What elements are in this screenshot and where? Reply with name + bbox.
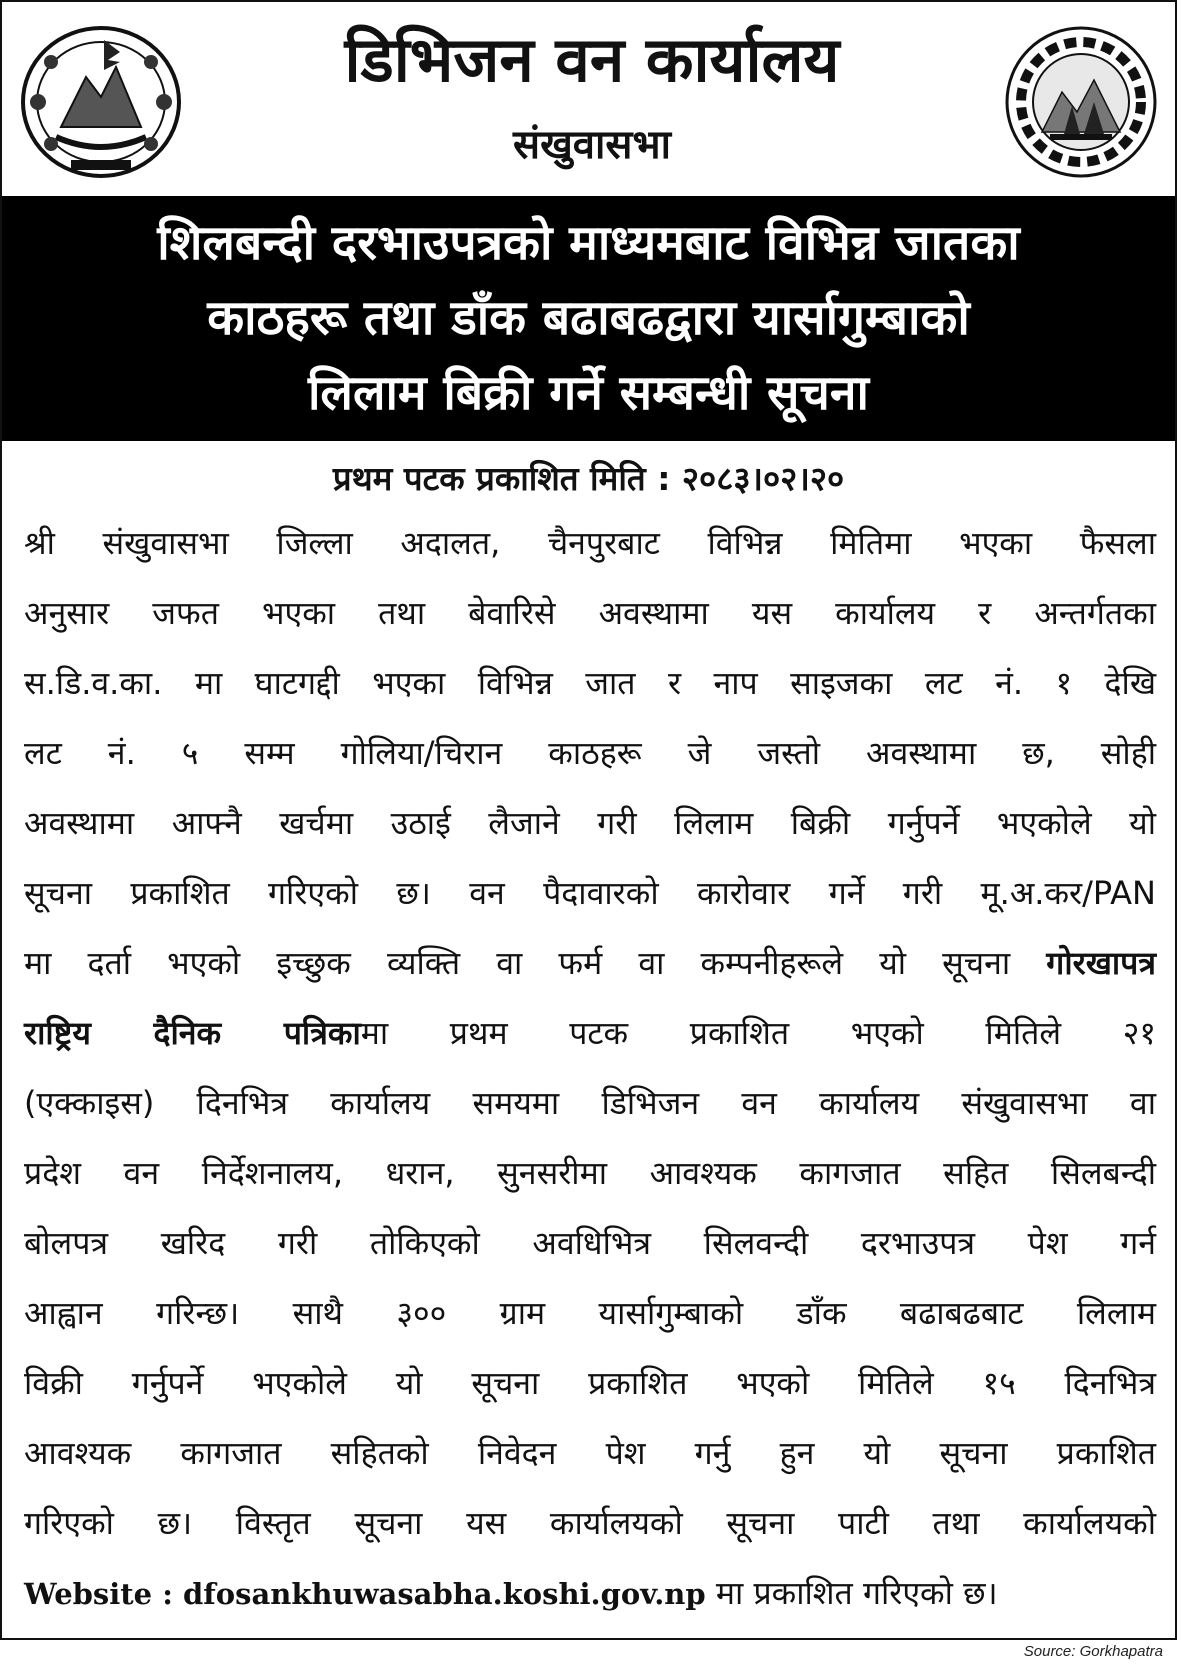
forest-office-logo-icon <box>1002 22 1160 182</box>
source-credit: Source: Gorkhapatra <box>1023 1643 1163 1660</box>
title-band <box>2 196 1175 441</box>
body-line-16 <box>24 1558 1156 1628</box>
body-line-7 <box>24 928 1156 998</box>
body-line-12: आह्वान गरिन्छ। साथै ३०० ग्राम यार्सागुम्बाको डाँक बढाबढबाट लिलाम <box>24 1294 1156 1332</box>
body-line-1: श्री संखुवासभा जिल्ला अदालत, चैनपुरबाट विभिन्न मितिमा भएका फैसला <box>24 524 1156 562</box>
publication-date: प्रथम पटक प्रकाशित मिति : २०८३।०२।२० <box>332 459 845 498</box>
office-name: डिभिजन वन कार्यालय <box>344 23 840 96</box>
body-line-8 <box>24 998 1156 1068</box>
body-line-4: लट नं. ५ सम्म गोलिया/चिरान काठहरू जे जस्तो अवस्थामा छ, सोही <box>24 734 1156 772</box>
body-line-5: अवस्थामा आफ्नै खर्चमा उठाई लैजाने गरी लिलाम बिक्री गर्नुपर्ने भएकोले यो <box>24 804 1156 842</box>
title-line-1: शिलबन्दी दरभाउपत्रको माध्यमबाट विभिन्न जातका <box>157 215 1020 271</box>
notice-body <box>24 508 1156 1628</box>
title-line-2: काठहरू तथा डाँक बढाबढद्वारा यार्सागुम्बाको <box>207 290 970 346</box>
newspaper-type: राष्ट्रिय दैनिक पत्रिका <box>24 1014 361 1052</box>
body-line-15: गरिएको छ। विस्तृत सूचना यस कार्यालयको सूचना पाटी तथा कार्यालयको <box>24 1504 1156 1542</box>
body-line-10: प्रदेश वन निर्देशनालय, धरान, सुनसरीमा आवश्यक कागजात सहित सिलबन्दी <box>24 1154 1156 1192</box>
title-line-3: लिलाम बिक्री गर्ने सम्बन्धी सूचना <box>307 365 869 421</box>
body-line-6: सूचना प्रकाशित गरिएको छ। वन पैदावारको कारोवार गर्ने गरी मू.अ.कर/PAN <box>24 874 1156 912</box>
body-line-13: विक्री गर्नुपर्ने भएकोले यो सूचना प्रकाशित भएको मितिले १५ दिनभित्र <box>24 1364 1156 1402</box>
body-line-7-text: मा दर्ता भएको इच्छुक व्यक्ति वा फर्म वा कम्पनीहरूले यो सूचना <box>24 944 1047 982</box>
office-location: संखुवासभा <box>513 122 671 168</box>
body-line-16-text: मा प्रकाशित गरिएको छ। <box>705 1574 998 1612</box>
body-line-8-text: मा प्रथम पटक प्रकाशित भएको मितिले २१ <box>360 1014 1156 1052</box>
body-line-3: स.डि.व.का. मा घाटगद्दी भएका विभिन्न जात र नाप साइजका लट नं. १ देखि <box>24 664 1156 702</box>
body-line-14: आवश्यक कागजात सहितको निवेदन पेश गर्नु हुन यो सूचना प्रकाशित <box>24 1434 1156 1472</box>
body-line-2: अनुसार जफत भएका तथा बेवारिसे अवस्थामा यस कार्यालय र अन्तर्गतका <box>24 594 1156 632</box>
notice-header <box>2 2 1175 194</box>
website-link[interactable]: Website : dfosankhuwasabha.koshi.gov.np <box>24 1577 706 1611</box>
body-line-11: बोलपत्र खरिद गरी तोकिएको अवधिभित्र सिलवन्दी दरभाउपत्र पेश गर्न <box>24 1224 1156 1262</box>
body-line-9: (एक्काइस) दिनभित्र कार्यालय समयमा डिभिजन वन कार्यालय संखुवासभा वा <box>24 1084 1156 1122</box>
newspaper-name: गोरखापत्र <box>1046 944 1156 982</box>
nepal-government-emblem-icon <box>16 22 186 182</box>
